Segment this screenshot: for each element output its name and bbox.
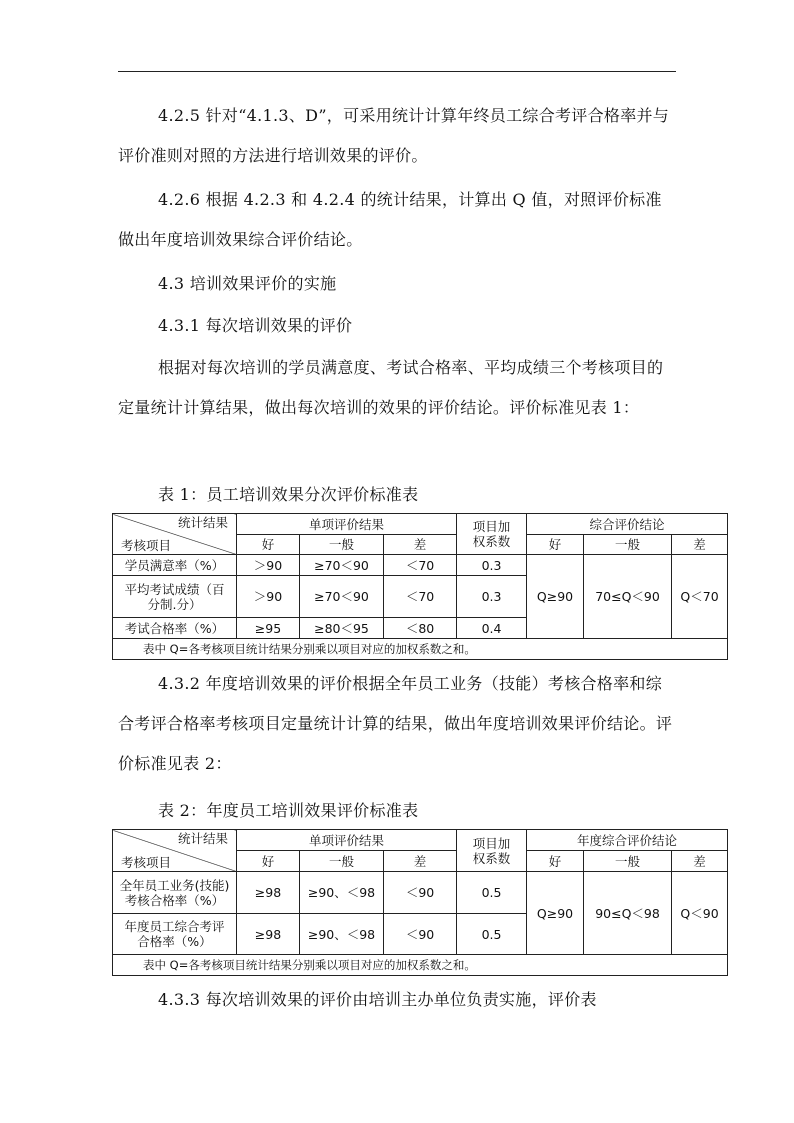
table2-overall-mid: 90≤Q＜98 [584,872,672,955]
table2-sub-mid: 一般 [300,851,384,872]
table2-diag-bottom: 考核项目 [121,855,172,870]
table1-caption: 表 1：员工培训效果分次评价标准表 [158,485,419,504]
paragraph-4-3-2: 4.3.2 年度培训效果的评价根据全年员工业务（技能）考核合格率和综合考评合格率考核项目定量统计计算的结果，做出年度培训效果评价结论。评价标准见表 2： [118,674,673,773]
table2-weight-header: 项目加 权系数 [457,830,527,872]
table1-sub-good: 好 [237,535,300,555]
table2-mid: ≥90、＜98 [300,914,384,955]
table2-diagonal-header [113,830,237,872]
table2-group-overall: 年度综合评价结论 [527,830,728,851]
table2-sub-overall-mid: 一般 [584,851,672,872]
table2-sub-bad: 差 [384,851,457,872]
heading-4-3-1: 4.3.1 每次培训效果的评价 [158,316,353,335]
table1-sub-overall-bad: 差 [672,535,728,555]
table1-mid: ≥70＜90 [300,576,384,618]
table1-sub-overall-good: 好 [527,535,584,555]
table-row [113,555,728,576]
table1-sub-bad: 差 [384,535,457,555]
table1-mid: ≥80＜95 [300,618,384,639]
table1-group-single: 单项评价结果 [237,514,457,535]
table1-bad: ＜70 [384,555,457,576]
table1-sub-mid: 一般 [300,535,384,555]
table1-item: 平均考试成绩（百分制.分） [113,576,237,618]
table1-good: ＞90 [237,576,300,618]
table-row [113,872,728,914]
table2-mid: ≥90、＜98 [300,872,384,914]
table2-sub-good: 好 [237,851,300,872]
table2-diag-top: 统计结果 [177,831,228,846]
table2 [112,829,728,976]
table2-bad: ＜90 [384,914,457,955]
table1-good: ＞90 [237,555,300,576]
table1-diag-top: 统计结果 [177,515,228,530]
table1-bad: ＜70 [384,576,457,618]
table1-overall-bad: Q＜70 [672,555,728,639]
table1-diagonal-header [113,514,237,555]
table2-overall-good: Q≥90 [527,872,584,955]
paragraph-4-2-6: 4.2.6 根据 4.2.3 和 4.2.4 的统计结果，计算出 Q 值，对照评价标准做出年度培训效果综合评价结论。 [118,190,662,249]
table2-bad: ＜90 [384,872,457,914]
table2-good: ≥98 [237,872,300,914]
table1-sub-overall-mid: 一般 [584,535,672,555]
table2-sub-overall-bad: 差 [672,851,728,872]
table1-good: ≥95 [237,618,300,639]
table1-overall-mid: 70≤Q＜90 [584,555,672,639]
table1-diag-bottom: 考核项目 [121,538,172,553]
table2-weight: 0.5 [457,872,527,914]
table2-group-single: 单项评价结果 [237,830,457,851]
paragraph-4-3-3: 4.3.3 每次培训效果的评价由培训主办单位负责实施，评价表 [158,990,597,1009]
table1-note: 表中 Q=各考核项目统计结果分别乘以项目对应的加权系数之和。 [113,639,728,660]
table1-weight-header: 项目加 权系数 [457,514,527,555]
table1-weight: 0.3 [457,576,527,618]
paragraph-4-2-5: 4.2.5 针对“4.1.3、D”，可采用统计计算年终员工综合考评合格率并与评价准则对照的方法进行培训效果的评价。 [118,106,670,165]
table1-weight: 0.4 [457,618,527,639]
table1-mid: ≥70＜90 [300,555,384,576]
table1-bad: ＜80 [384,618,457,639]
table1-overall-good: Q≥90 [527,555,584,639]
table1-group-overall: 综合评价结论 [527,514,728,535]
table2-note: 表中 Q=各考核项目统计结果分别乘以项目对应的加权系数之和。 [113,955,728,976]
table1-item: 学员满意率（%） [113,555,237,576]
table2-weight: 0.5 [457,914,527,955]
header-rule [118,71,676,72]
table2-sub-overall-good: 好 [527,851,584,872]
table1-weight: 0.3 [457,555,527,576]
table2-good: ≥98 [237,914,300,955]
table1 [112,513,728,660]
table2-caption: 表 2：年度员工培训效果评价标准表 [158,801,419,820]
paragraph-table1-intro: 根据对每次培训的学员满意度、考试合格率、平均成绩三个考核项目的定量统计计算结果，做出每次培训的效果的评价结论。评价标准见表 1： [118,358,664,417]
table2-item: 年度员工综合考评合格率（%） [113,914,237,955]
table1-item: 考试合格率（%） [113,618,237,639]
table2-item: 全年员工业务(技能)考核合格率（%） [113,872,237,914]
table2-overall-bad: Q＜90 [672,872,728,955]
heading-4-3: 4.3 培训效果评价的实施 [158,274,337,293]
